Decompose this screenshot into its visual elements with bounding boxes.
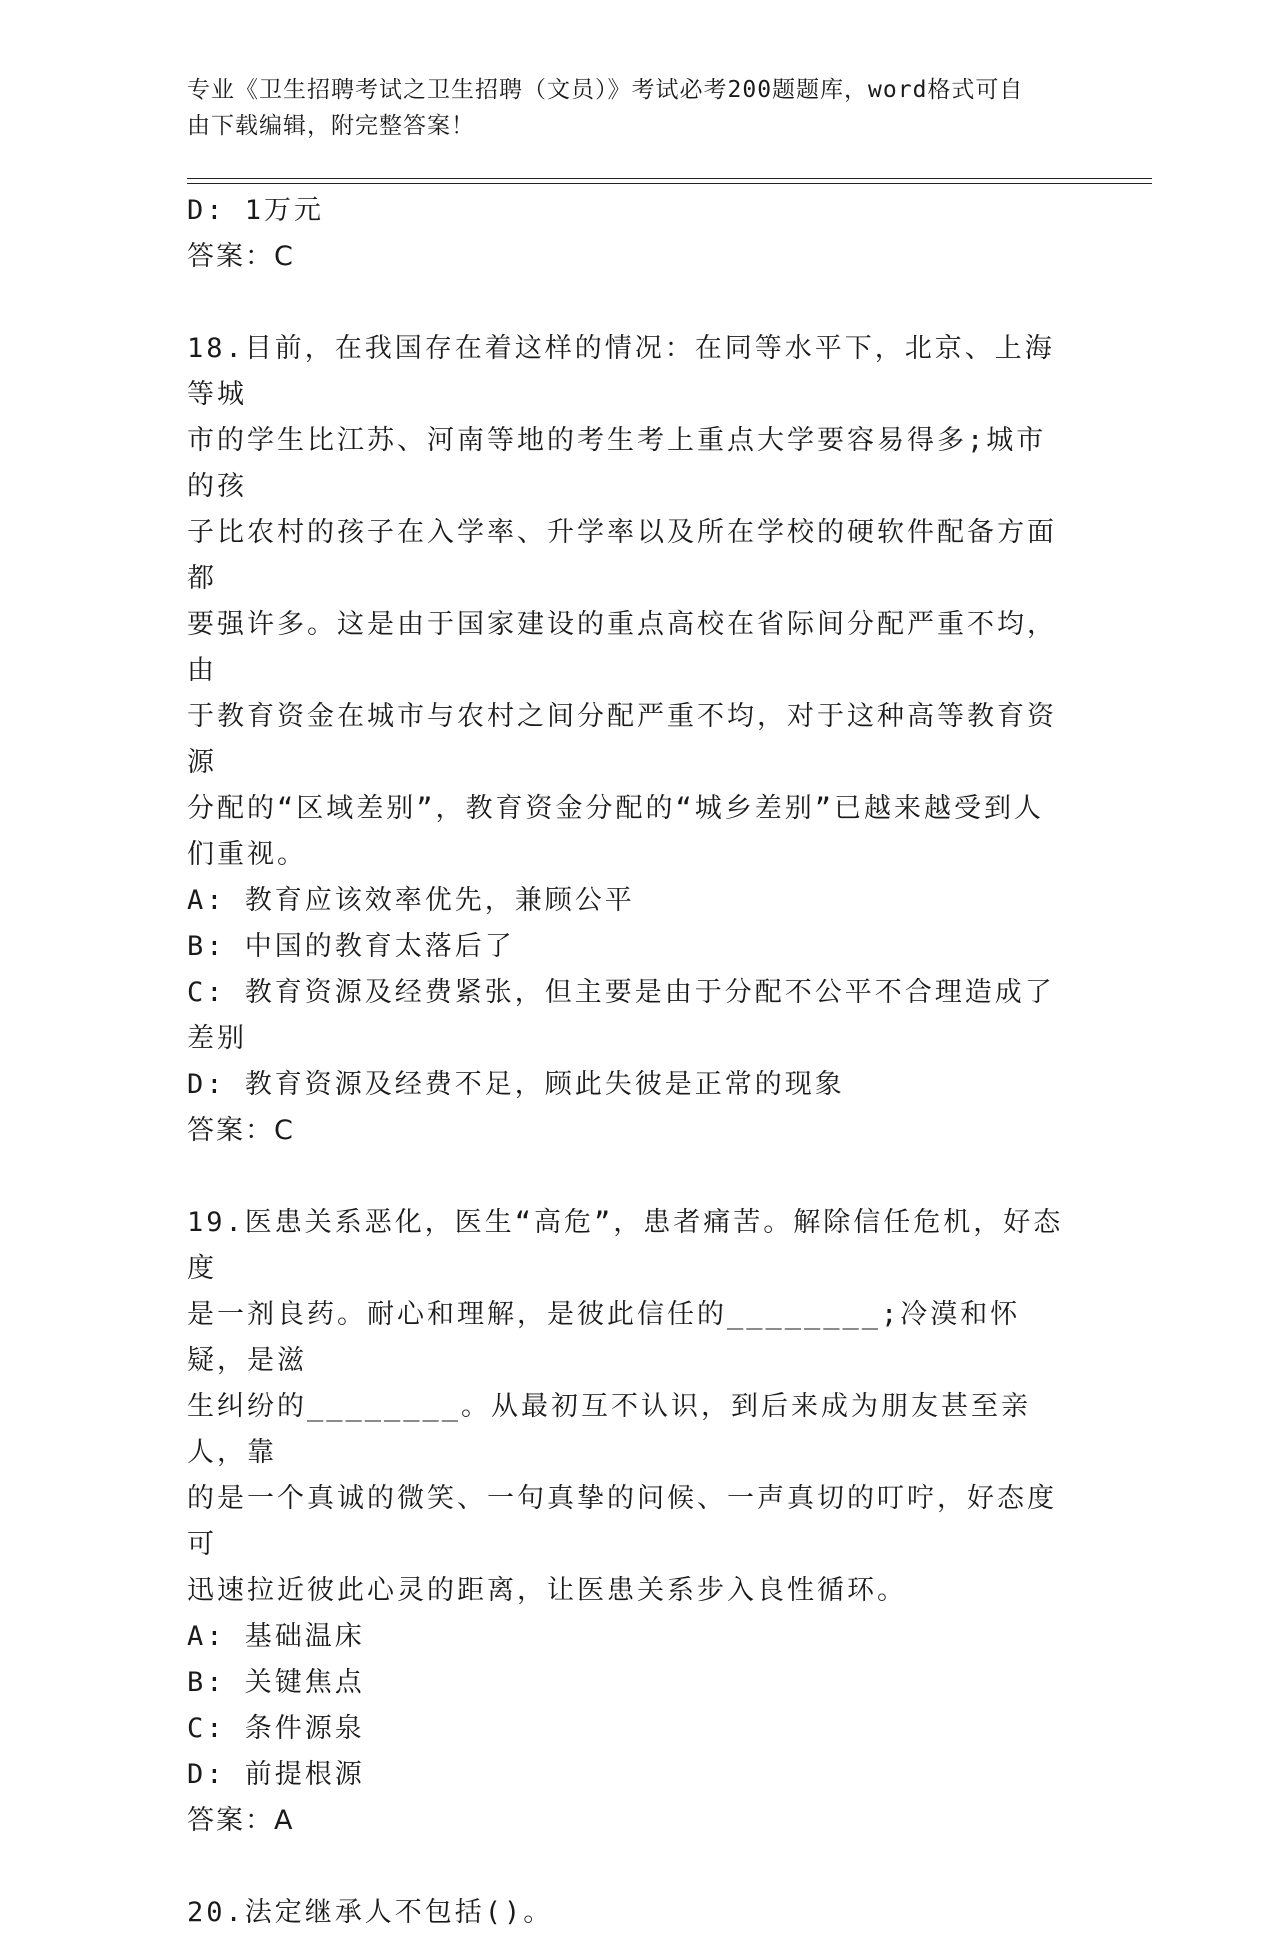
q18-option-c: C: 教育资源及经费紧张，但主要是由于分配不公平不合理造成了差别	[187, 977, 1055, 1054]
q18-stem-line: 要强许多。这是由于国家建设的重点高校在省际间分配严重不均，由	[187, 609, 1057, 686]
question-18	[187, 326, 1067, 1154]
q19-answer: 答案：A	[187, 1805, 295, 1836]
q17-answer: 答案：C	[187, 241, 295, 272]
header-divider-top	[187, 178, 1152, 179]
q18-stem-line: 分配的“区域差别”，教育资金分配的“城乡差别”已越来越受到人	[187, 793, 1045, 824]
q19-option-a: A: 基础温床	[187, 1621, 365, 1652]
document-header	[187, 72, 1067, 144]
q19-stem-line: 的是一个真诚的微笑、一句真挚的问候、一声真切的叮咛，好态度可	[187, 1483, 1057, 1560]
q19-stem-line: 生纠纷的________。从最初互不认识，到后来成为朋友甚至亲人，靠	[187, 1391, 1032, 1468]
q19-option-c: C: 条件源泉	[187, 1713, 365, 1744]
q20-stem: 20.法定继承人不包括()。	[187, 1897, 554, 1928]
spacer	[187, 1844, 1067, 1890]
q18-option-b: B: 中国的教育太落后了	[187, 931, 515, 962]
q19-option-d: D: 前提根源	[187, 1759, 365, 1790]
spacer	[187, 280, 1067, 326]
header-line-2: 由下载编辑，附完整答案！	[187, 113, 475, 139]
header-divider-bottom	[187, 183, 1152, 184]
q18-option-a: A: 教育应该效率优先，兼顾公平	[187, 885, 635, 916]
q17-option-d: D: 1万元	[187, 195, 325, 226]
q18-stem-line: 于教育资金在城市与农村之间分配严重不均，对于这种高等教育资源	[187, 701, 1057, 778]
header-line-1: 专业《卫生招聘考试之卫生招聘（文员）》考试必考200题题库，word格式可自	[187, 77, 1024, 103]
q19-option-b: B: 关键焦点	[187, 1667, 365, 1698]
q18-stem-line: 18.目前，在我国存在着这样的情况：在同等水平下，北京、上海等城	[187, 333, 1055, 410]
spacer	[187, 1154, 1067, 1200]
q18-option-d: D: 教育资源及经费不足，顾此失彼是正常的现象	[187, 1069, 845, 1100]
q19-stem-line: 是一剂良药。耐心和理解，是彼此信任的________;冷漠和怀疑，是滋	[187, 1299, 1021, 1376]
q18-stem-line: 市的学生比江苏、河南等地的考生考上重点大学要容易得多;城市的孩	[187, 425, 1047, 502]
q18-answer: 答案：C	[187, 1115, 295, 1146]
question-19	[187, 1200, 1067, 1844]
q18-stem-line: 们重视。	[187, 839, 307, 870]
question-20	[187, 1890, 1067, 1936]
q18-stem-line: 子比农村的孩子在入学率、升学率以及所在学校的硬软件配备方面都	[187, 517, 1057, 594]
q19-stem-line: 迅速拉近彼此心灵的距离，让医患关系步入良性循环。	[187, 1575, 907, 1606]
q19-stem-line: 19.医患关系恶化，医生“高危”，患者痛苦。解除信任危机，好态度	[187, 1207, 1064, 1284]
question-content	[187, 188, 1067, 1936]
